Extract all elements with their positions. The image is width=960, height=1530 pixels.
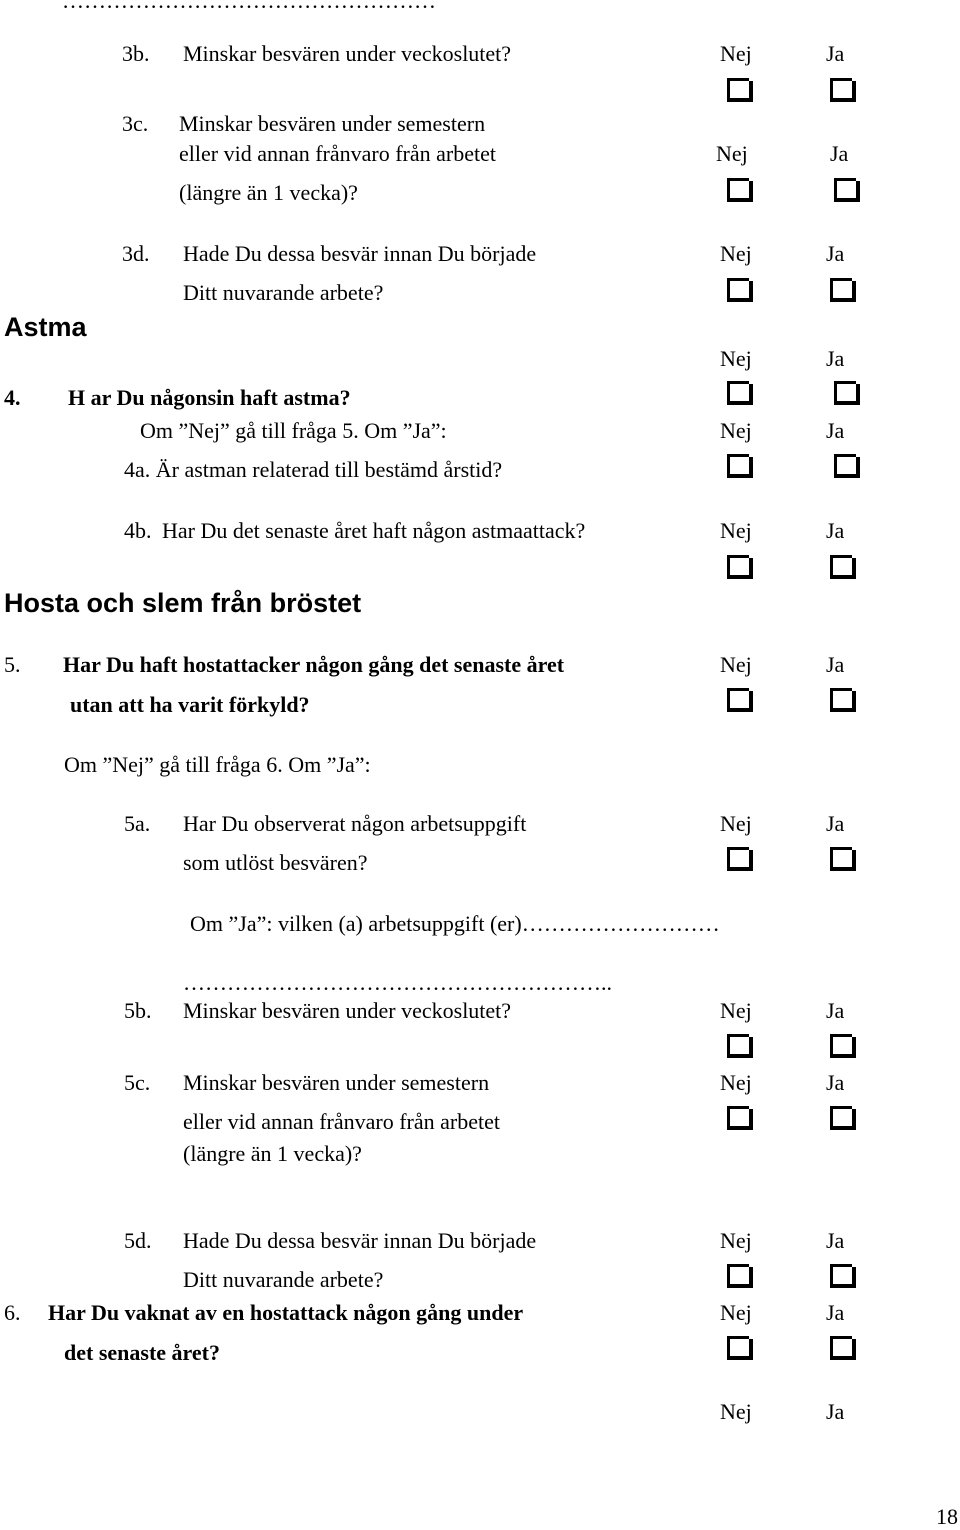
q3c-no-checkbox[interactable]	[727, 178, 753, 202]
q3d-yes-checkbox[interactable]	[830, 278, 856, 302]
q5a-line1: Har Du observerat någon arbetsuppgift	[183, 811, 527, 836]
q4b-no-label: Nej	[720, 518, 752, 543]
q5d-yes-label: Ja	[826, 1228, 845, 1253]
q5b-no-label: Nej	[720, 998, 752, 1023]
q5d-no-checkbox[interactable]	[727, 1264, 753, 1288]
q3b-text: Minskar besvären under veckoslutet?	[183, 41, 512, 66]
q3d-yes-label: Ja	[826, 241, 845, 266]
q3c-line3: (längre än 1 vecka)?	[179, 180, 358, 205]
q4b-no-checkbox[interactable]	[727, 555, 753, 579]
q5-line2: utan att ha varit förkyld?	[70, 692, 310, 717]
q4-skip-instruction: Om ”Nej” gå till fråga 5. Om ”Ja”:	[140, 418, 447, 443]
top-dotted-line: ……………………………………………	[62, 0, 436, 13]
q5a-no-label: Nej	[720, 811, 752, 836]
q3d-number: 3d.	[122, 241, 150, 266]
q6-no-checkbox[interactable]	[727, 1336, 753, 1360]
q5b-no-checkbox[interactable]	[727, 1034, 753, 1058]
q6-line2: det senaste året?	[64, 1340, 220, 1365]
section-heading-hosta: Hosta och slem från bröstet	[4, 588, 362, 618]
q5-skip-instruction: Om ”Nej” gå till fråga 6. Om ”Ja”:	[64, 752, 371, 777]
q4-no-label: Nej	[720, 346, 752, 371]
q3d-line1: Hade Du dessa besvär innan Du började	[183, 241, 537, 266]
q4a-yes-label: Ja	[826, 418, 845, 443]
q5c-line2: eller vid annan frånvaro från arbetet	[183, 1109, 500, 1134]
q5d-number: 5d.	[124, 1228, 152, 1253]
q4-text: H ar Du någonsin haft astma?	[68, 385, 351, 410]
q3c-line2: eller vid annan frånvaro från arbetet	[179, 141, 496, 166]
q5d-line1: Hade Du dessa besvär innan Du började	[183, 1228, 537, 1253]
q4a-no-label: Nej	[720, 418, 752, 443]
next-yes-label: Ja	[826, 1399, 845, 1424]
q5d-no-label: Nej	[720, 1228, 752, 1253]
q5c-yes-label: Ja	[826, 1070, 845, 1095]
q6-line1: Har Du vaknat av en hostattack någon gång under	[48, 1300, 524, 1325]
q5b-yes-checkbox[interactable]	[830, 1034, 856, 1058]
q4a-text: 4a. Är astman relaterad till bestämd årstid?	[124, 457, 503, 482]
q3d-no-checkbox[interactable]	[727, 278, 753, 302]
q3b-no-label: Nej	[720, 41, 752, 66]
section-heading-astma: Astma	[4, 312, 87, 342]
q5a-no-checkbox[interactable]	[727, 847, 753, 871]
q5a-dotted-line: …………………………………………………..	[183, 970, 612, 995]
q6-yes-label: Ja	[826, 1300, 845, 1325]
q5a-which-task: Om ”Ja”: vilken (a) arbetsuppgift (er)………………………	[190, 911, 720, 936]
q5a-number: 5a.	[124, 811, 151, 836]
q4b-text: Har Du det senaste året haft någon astmaattack?	[162, 518, 586, 543]
q5c-line3: (längre än 1 vecka)?	[183, 1141, 362, 1166]
q5d-line2: Ditt nuvarande arbete?	[183, 1267, 384, 1292]
q3b-no-checkbox[interactable]	[727, 78, 753, 102]
q5-line1: Har Du haft hostattacker någon gång det senaste året	[63, 652, 565, 677]
q5c-yes-checkbox[interactable]	[830, 1106, 856, 1130]
q4-yes-label: Ja	[826, 346, 845, 371]
q5-yes-checkbox[interactable]	[830, 688, 856, 712]
q5a-line2: som utlöst besvären?	[183, 850, 368, 875]
q5d-yes-checkbox[interactable]	[830, 1264, 856, 1288]
q6-number: 6.	[4, 1300, 21, 1325]
q4b-number: 4b.	[124, 518, 152, 543]
q3b-number: 3b.	[122, 41, 150, 66]
q6-no-label: Nej	[720, 1300, 752, 1325]
q5b-number: 5b.	[124, 998, 152, 1023]
q3b-yes-checkbox[interactable]	[830, 78, 856, 102]
q5c-line1: Minskar besvären under semestern	[183, 1070, 490, 1095]
q5-yes-label: Ja	[826, 652, 845, 677]
q4-number: 4.	[4, 385, 21, 410]
q3b-yes-label: Ja	[826, 41, 845, 66]
q5c-no-checkbox[interactable]	[727, 1106, 753, 1130]
q4-yes-checkbox[interactable]	[834, 381, 860, 405]
q4a-no-checkbox[interactable]	[727, 454, 753, 478]
q6-yes-checkbox[interactable]	[830, 1336, 856, 1360]
next-no-label: Nej	[720, 1399, 752, 1424]
q5-no-label: Nej	[720, 652, 752, 677]
q3c-no-label: Nej	[716, 141, 748, 166]
q4b-yes-checkbox[interactable]	[830, 555, 856, 579]
page-number: 18	[936, 1504, 958, 1529]
q5b-text: Minskar besvären under veckoslutet?	[183, 998, 512, 1023]
q5c-no-label: Nej	[720, 1070, 752, 1095]
q5-no-checkbox[interactable]	[727, 688, 753, 712]
q3c-number: 3c.	[122, 111, 149, 136]
q3d-line2: Ditt nuvarande arbete?	[183, 280, 384, 305]
q4a-yes-checkbox[interactable]	[834, 454, 860, 478]
q4b-yes-label: Ja	[826, 518, 845, 543]
q3d-no-label: Nej	[720, 241, 752, 266]
q5a-yes-label: Ja	[826, 811, 845, 836]
q3c-yes-checkbox[interactable]	[834, 178, 860, 202]
q3c-yes-label: Ja	[830, 141, 849, 166]
q5a-yes-checkbox[interactable]	[830, 847, 856, 871]
q5-number: 5.	[4, 652, 21, 677]
q3c-line1: Minskar besvären under semestern	[179, 111, 486, 136]
q5b-yes-label: Ja	[826, 998, 845, 1023]
q5c-number: 5c.	[124, 1070, 151, 1095]
q4-no-checkbox[interactable]	[727, 381, 753, 405]
